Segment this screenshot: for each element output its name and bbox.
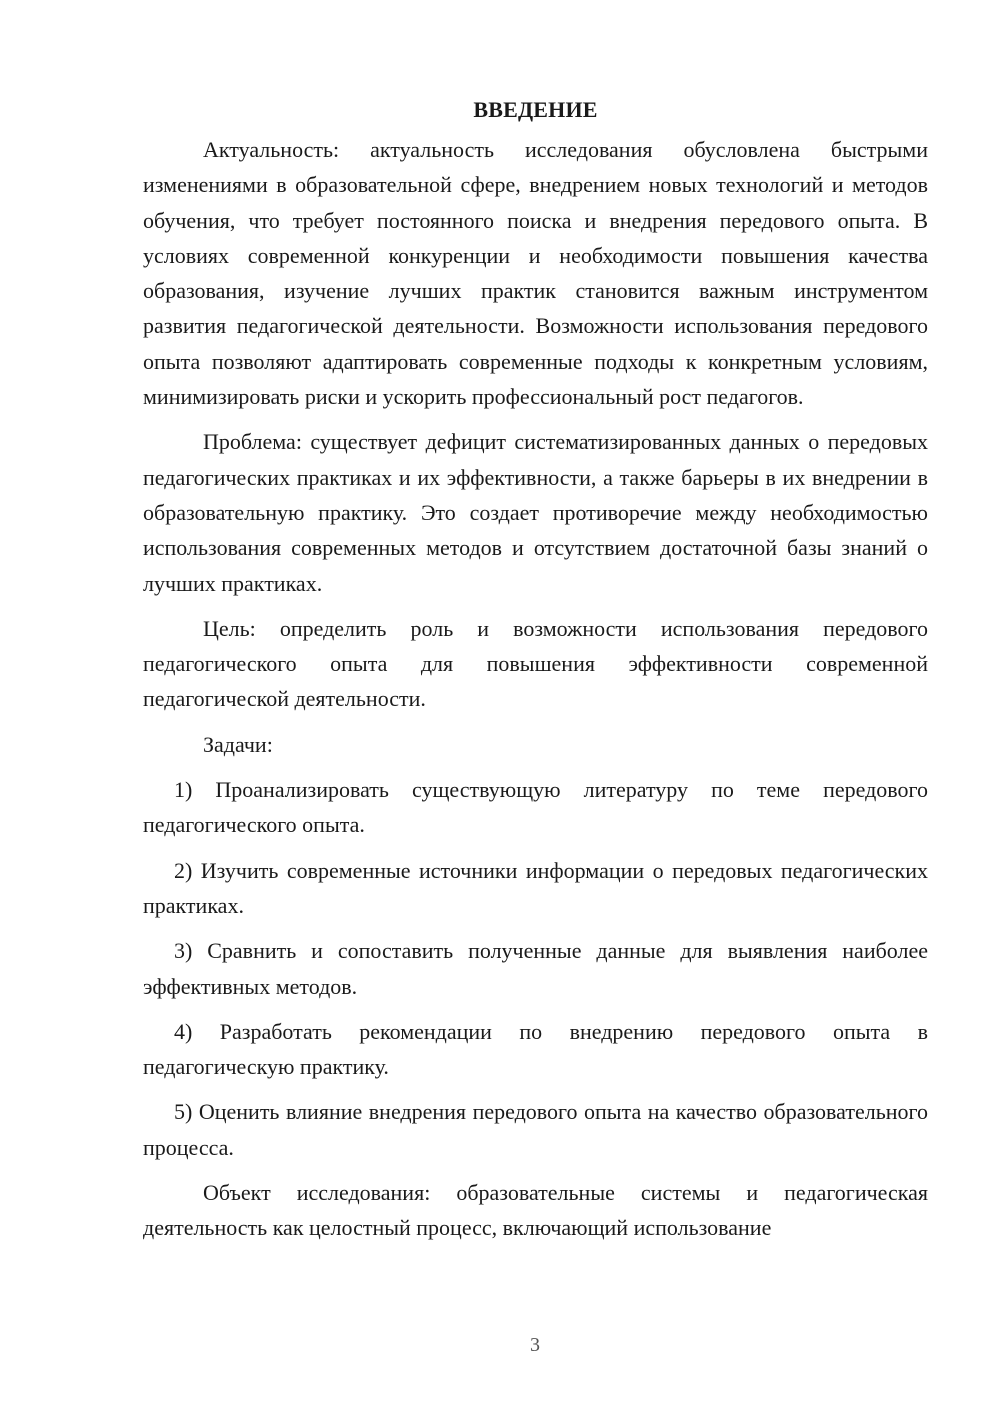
task-item: 5) Оценить влияние внедрения передового опыта на качество образовательного процесса.: [143, 1099, 928, 1160]
task-item: 4) Разработать рекомендации по внедрению передового опыта в педагогическую практику.: [143, 1018, 928, 1080]
task-item: 2) Изучить современные источники информации о передовых педагогических практиках.: [143, 857, 928, 918]
object-paragraph: Объект исследования: образовательные системы и педагогическая деятельность как целостный процесс, включающий использование: [143, 1180, 928, 1241]
task-item: 3) Сравнить и сопоставить полученные данные для выявления наиболее эффективных методов.: [143, 938, 928, 999]
task-item: 1) Проанализировать существующую литературу по теме передового педагогического опыта.: [143, 777, 928, 838]
relevance-paragraph: Актуальность: актуальность исследования обусловлена быстрыми изменениями в образовательной сфере, внедрением новых технологий и методов обучения, что требует постоянного поиска и внедрения передового опыта. В условиях современной конкуренции и необходимости повышения качества образования, изучение лучших практик становится важным инструментом развития педагогической деятельности. Возможности использования передового опыта позволяют адаптировать современные подходы к конкретным условиям, минимизировать риски и ускорить профессиональный рост педагогов.: [143, 137, 928, 410]
page-number: 3: [530, 1334, 540, 1356]
tasks-label: Задачи:: [203, 731, 273, 757]
goal-paragraph: Цель: определить роль и возможности использования передового педагогического опыта для повышения эффективности современной педагогической деятельности.: [143, 615, 928, 712]
problem-paragraph: Проблема: существует дефицит систематизированных данных о передовых педагогических практиках и их эффективности, а также барьеры в их внедрении в образовательную практику. Это создает противоречие между необходимостью использования современных методов и отсутствием достаточной базы знаний о лучших практиках.: [143, 429, 928, 596]
section-title: ВВЕДЕНИЕ: [473, 97, 598, 122]
document-body: [143, 92, 928, 1256]
